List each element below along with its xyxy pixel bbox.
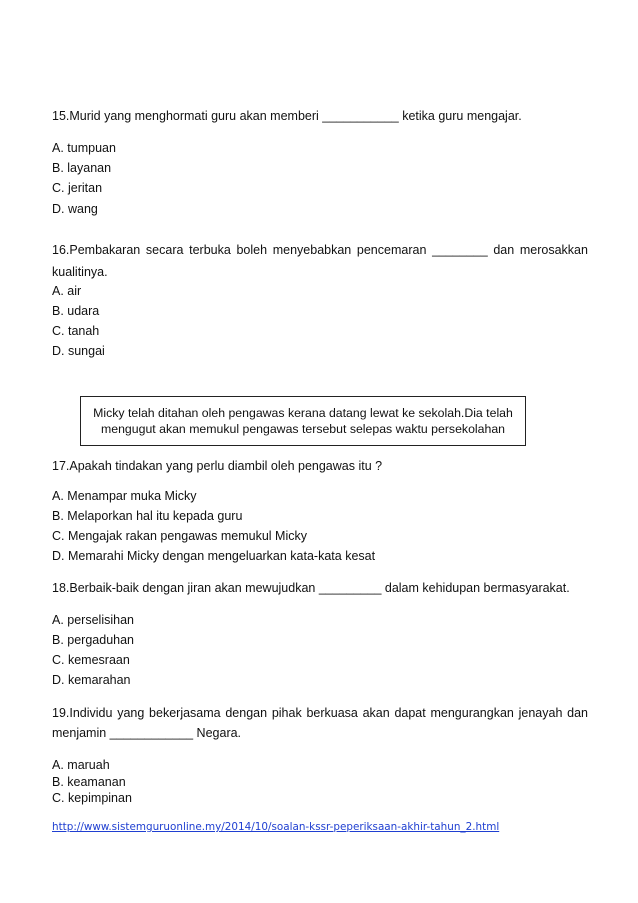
source-url-link[interactable]: http://www.sistemguruonline.my/2014/10/soalan-kssr-peperiksaan-akhir-tahun_2.html [52, 821, 500, 833]
q17-option-c: C. Mengajak rakan pengawas memukul Micky [52, 529, 307, 543]
q15-stem: 15.Murid yang menghormati guru akan memberi ___________ ketika guru mengajar. [52, 109, 522, 123]
q18-option-d: D. kemarahan [52, 673, 131, 687]
q16-word: terbuka [189, 243, 231, 257]
q16-word: merosakkan [519, 243, 588, 257]
q19-option-c: C. kepimpinan [52, 791, 132, 805]
q18-option-c: C. kemesraan [52, 653, 130, 667]
q19-stem-continuation: menjamin ____________ Negara. [52, 726, 242, 740]
q19-word: mengurangkan [430, 706, 514, 720]
q16-option-d: D. sungai [52, 344, 105, 358]
q15-option-b: B. layanan [52, 161, 112, 175]
q19-word: bekerjasama [149, 706, 221, 720]
q16-blank: ________ [432, 243, 488, 257]
q19-word: yang [117, 706, 145, 720]
q17-option-d: D. Memarahi Micky dengan mengeluarkan kata-kata kesat [52, 549, 376, 563]
q15-option-d: D. wang [52, 202, 98, 216]
q16-option-b: B. udara [52, 304, 100, 318]
q19-word: pihak [271, 706, 302, 720]
q16-word: 16.Pembakaran [52, 243, 141, 257]
q16-option-a: A. air [52, 284, 82, 298]
q15-option-a: A. tumpuan [52, 141, 116, 155]
q19-word: jenayah [518, 706, 563, 720]
q16-word: boleh [236, 243, 268, 257]
q18-option-b: B. pergaduhan [52, 633, 135, 647]
q19-word: 19.Individu [52, 706, 113, 720]
q15-option-c: C. jeritan [52, 181, 103, 195]
q19-word: dengan [225, 706, 268, 720]
passage-line-1: Micky telah ditahan oleh pengawas kerana datang lewat ke sekolah.Dia telah [93, 406, 513, 420]
q19-word: dapat [394, 706, 426, 720]
q19-word: berkuasa [306, 706, 358, 720]
q16-word: pencemaran [356, 243, 427, 257]
q16-word: menyebabkan [272, 243, 352, 257]
q19-word: akan [362, 706, 390, 720]
q17-option-b: B. Melaporkan hal itu kepada guru [52, 509, 243, 523]
q17-stem: 17.Apakah tindakan yang perlu diambil oleh pengawas itu ? [52, 459, 383, 473]
q16-word: dan [493, 243, 515, 257]
q16-word: secara [145, 243, 184, 257]
q19-option-a: A. maruah [52, 758, 110, 772]
q19-option-b: B. keamanan [52, 775, 126, 789]
q18-stem: 18.Berbaik-baik dengan jiran akan mewujudkan _________ dalam kehidupan bermasyarakat. [52, 581, 570, 595]
q16-stem [52, 242, 588, 258]
q19-word: dan [567, 706, 588, 720]
q18-option-a: A. perselisihan [52, 613, 134, 627]
q16-option-c: C. tanah [52, 324, 100, 338]
q19-stem [52, 705, 588, 721]
q17-option-a: A. Menampar muka Micky [52, 489, 197, 503]
q16-stem-continuation: kualitinya. [52, 265, 108, 279]
passage-box [80, 396, 526, 446]
passage-line-2: mengugut akan memukul pengawas tersebut selepas waktu persekolahan [101, 422, 505, 436]
